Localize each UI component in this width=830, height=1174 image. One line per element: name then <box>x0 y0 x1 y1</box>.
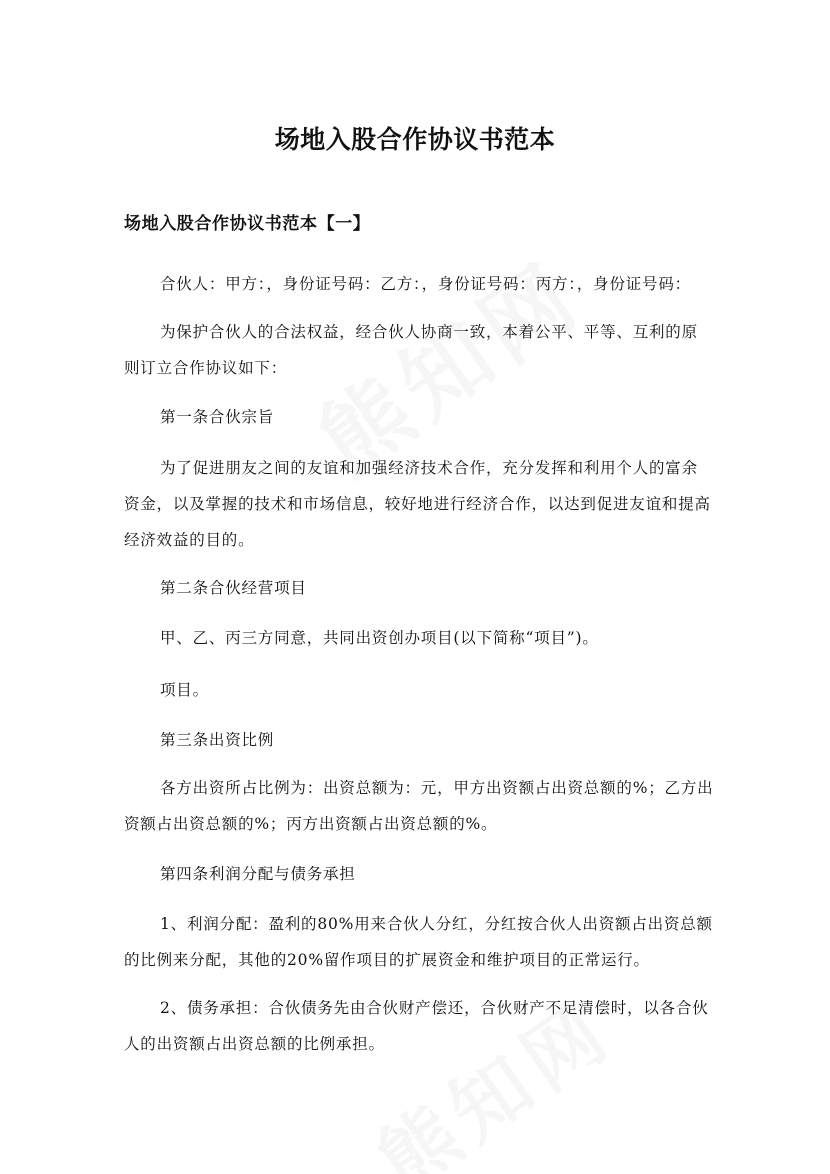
purpose-paragraph: 为保护合伙人的合法权益，经合伙人协商一致，本着公平、平等、互利的原则订立合作协议如下： <box>124 323 698 377</box>
article-1-heading: 第一条合伙宗旨 <box>160 408 275 426</box>
article-3-content: 各方出资所占比例为：出资总额为：元，甲方出资额占出资总额的%；乙方出资额占出资总额的%；丙方出资额占出资总额的%。 <box>124 779 714 833</box>
article-2-content: 甲、乙、丙三方同意，共同出资创办项目(以下简称“项目”)。 <box>160 629 599 647</box>
parties-paragraph: 合伙人：甲方：，身份证号码：乙方：，身份证号码：丙方：，身份证号码： <box>160 275 691 293</box>
document-title: 场地入股合作协议书范本 <box>274 125 556 154</box>
article-1-content: 为了促进朋友之间的友谊和加强经济技术合作，充分发挥和利用个人的富余资金，以及掌握的技术和市场信息，较好地进行经济合作，以达到促进友谊和提高经济效益的目的。 <box>124 459 711 549</box>
article-4-heading: 第四条利润分配与债务承担 <box>160 865 356 883</box>
debt-bearing: 2、债务承担：合伙债务先由合伙财产偿还，合伙财产不足清偿时，以各合伙人的出资额占出资总额的比例承担。 <box>124 999 709 1053</box>
article-2-heading: 第二条合伙经营项目 <box>160 579 307 597</box>
profit-distribution: 1、利润分配：盈利的80%用来合伙人分红，分红按合伙人出资额占出资总额的比例来分配，其他的20%留作项目的扩展资金和维护项目的正常运行。 <box>124 915 713 969</box>
article-3-heading: 第三条出资比例 <box>160 731 275 749</box>
section-title: 场地入股合作协议书范本【一】 <box>124 214 371 234</box>
project-note: 项目。 <box>160 681 209 699</box>
